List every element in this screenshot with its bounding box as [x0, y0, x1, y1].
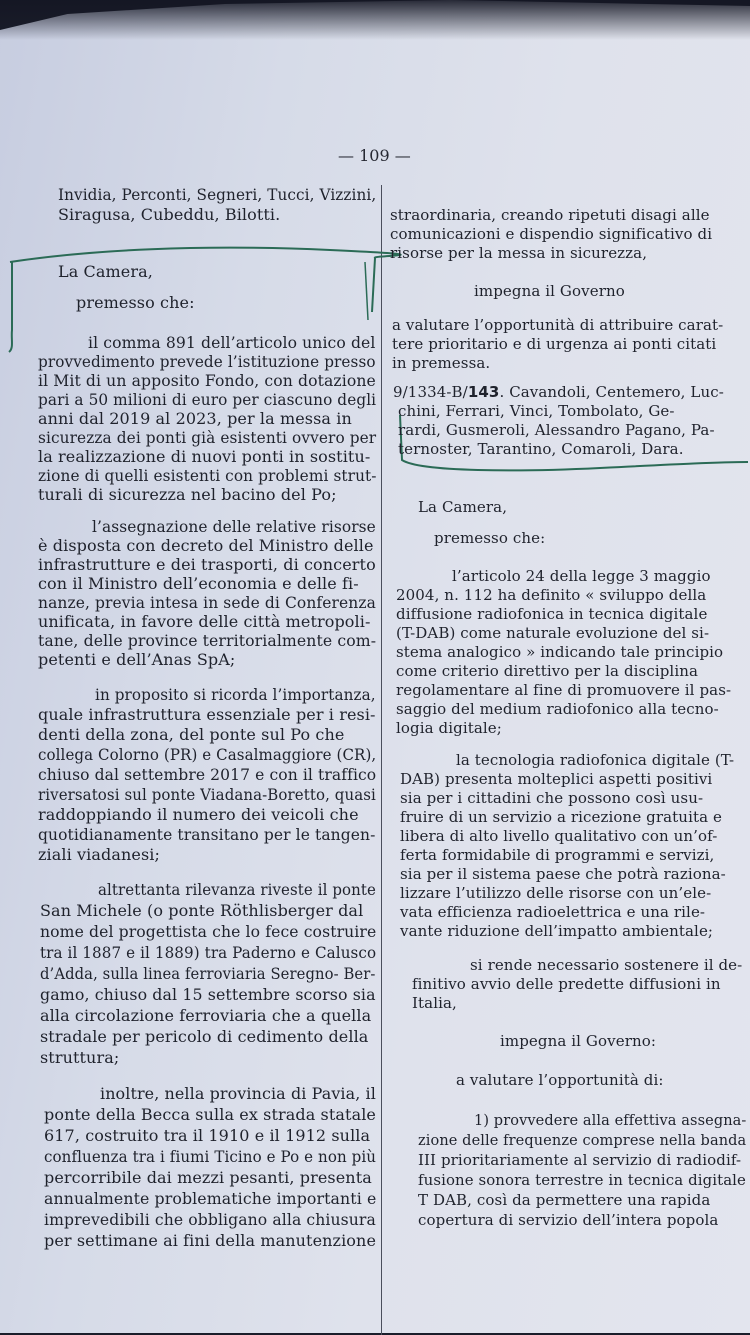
text-line: comunicazioni e dispendio significativo di	[390, 225, 713, 243]
text-line: si rende necessario sostenere il de-	[470, 956, 743, 974]
text-line: con il Ministro dell’economia e delle fi-	[38, 574, 359, 593]
text-line: l’articolo 24 della legge 3 maggio	[452, 567, 711, 585]
text-line: a valutare l’opportunità di attribuire carat-	[392, 316, 724, 334]
text-line: stradale per pericolo di cedimento della	[40, 1027, 369, 1046]
signatories-line: Siragusa, Cubeddu, Bilotti.	[58, 205, 281, 224]
text-line: ferta formidabile di programmi e servizi,	[400, 846, 715, 864]
text-line: denti della zona, del ponte sul Po che	[38, 725, 345, 744]
signatories-text: . Cavandoli, Centemero, Luc-	[499, 383, 724, 401]
operative-heading: impegna il Governo:	[500, 1032, 657, 1050]
text-line: 2004, n. 112 ha definito « sviluppo della	[396, 586, 707, 604]
text-line: Italia,	[412, 994, 457, 1012]
text-line: copertura di servizio dell’intera popola	[418, 1211, 719, 1229]
text-line: riversatosi sul ponte Viadana-Boretto, quasi	[38, 785, 376, 804]
motion-code: 9/1334-B/	[393, 383, 468, 401]
text-line: l’assegnazione delle relative risorse	[92, 517, 376, 536]
motion-reference-line	[393, 382, 724, 402]
text-line: confluenza tra i fiumi Ticino e Po e non più	[44, 1147, 377, 1166]
text-line: libera di alto livello qualitativo con un’of-	[400, 827, 718, 845]
page-number: — 109 —	[338, 146, 411, 165]
text-line: altrettanta rilevanza riveste il ponte	[98, 880, 376, 899]
text-line: 1) provvedere alla effettiva assegna-	[474, 1111, 747, 1129]
text-line: T DAB, così da permettere una rapida	[418, 1191, 711, 1209]
text-line: sia per i cittadini che possono così usu-	[400, 789, 704, 807]
text-line: annualmente problematiche importanti e	[44, 1189, 377, 1208]
text-line: percorribile dai mezzi pesanti, presenta	[44, 1168, 372, 1187]
text-line: come criterio direttivo per la disciplina	[396, 662, 699, 680]
preamble-heading: premesso che:	[434, 529, 546, 547]
text-line: finitivo avvio delle predette diffusioni in	[412, 975, 721, 993]
section-heading: La Camera,	[58, 262, 153, 281]
text-line: inoltre, nella provincia di Pavia, il	[100, 1084, 376, 1103]
text-line: III prioritariamente al servizio di radiodif-	[418, 1151, 742, 1169]
text-line: la tecnologia radiofonica digitale (T-	[456, 751, 735, 769]
text-line: straordinaria, creando ripetuti disagi alle	[390, 206, 710, 224]
column-divider	[381, 185, 382, 1335]
text-line: per settimane ai fini della manutenzione	[44, 1231, 377, 1250]
text-line: petenti e dell’Anas SpA;	[38, 650, 236, 669]
section-heading: La Camera,	[418, 498, 508, 516]
signatories-line: rardi, Gusmeroli, Alessandro Pagano, Pa-	[398, 421, 715, 439]
text-line: sia per il sistema paese che potrà raziona-	[400, 865, 726, 883]
text-line: provvedimento prevede l’istituzione presso	[38, 352, 376, 371]
text-line: anni dal 2019 al 2023, per la messa in	[38, 409, 352, 428]
text-line: sicurezza dei ponti già esistenti ovvero per	[38, 428, 377, 447]
text-line: 617, costruito tra il 1910 e il 1912 sulla	[44, 1126, 371, 1145]
text-line: regolamentare al fine di promuovere il pas-	[396, 681, 732, 699]
text-line: il comma 891 dell’articolo unico del	[88, 333, 376, 352]
text-line: tra il 1887 e il 1889) tra Paderno e Calusco	[40, 943, 377, 962]
text-line: alla circolazione ferroviaria che a quella	[40, 1006, 372, 1025]
text-line: a valutare l’opportunità di:	[456, 1071, 664, 1089]
text-line: in proposito si ricorda l’importanza,	[95, 685, 376, 704]
text-line: gamo, chiuso dal 15 settembre scorso sia	[40, 985, 376, 1004]
text-line: quale infrastruttura essenziale per i resi-	[38, 705, 376, 724]
text-line: è disposta con decreto del Ministro delle	[38, 536, 374, 555]
text-line: collega Colorno (PR) e Casalmaggiore (CR),	[38, 745, 377, 764]
text-line: nome del progettista che lo fece costruire	[40, 922, 377, 941]
text-line: imprevedibili che obbligano alla chiusura	[44, 1210, 376, 1229]
text-line: logia digitale;	[396, 719, 502, 737]
text-line: fusione sonora terrestre in tecnica digitale	[418, 1171, 746, 1189]
text-line: ziali viadanesi;	[38, 845, 160, 864]
text-line: (T-DAB) come naturale evoluzione del si-	[396, 624, 710, 642]
text-line: diffusione radiofonica in tecnica digitale	[396, 605, 708, 623]
text-line: unificata, in favore delle città metropoli-	[38, 612, 371, 631]
text-line: fruire di un servizio a ricezione gratuita e	[400, 808, 722, 826]
motion-number: 143	[467, 383, 500, 401]
text-line: struttura;	[40, 1048, 120, 1067]
text-line: zione delle frequenze comprese nella banda	[418, 1131, 747, 1149]
text-line: la realizzazione di nuovi ponti in sostitu-	[38, 447, 371, 466]
signatories-line: chini, Ferrari, Vinci, Tombolato, Ge-	[398, 402, 675, 420]
text-line: infrastrutture e dei trasporti, di concerto	[38, 555, 376, 574]
text-line: ponte della Becca sulla ex strada statale	[44, 1105, 376, 1124]
text-line: in premessa.	[392, 354, 491, 372]
signatories-line: ternoster, Tarantino, Comaroli, Dara.	[398, 440, 684, 458]
text-line: risorse per la messa in sicurezza,	[390, 244, 648, 262]
text-line: vata efficienza radioelettrica e una rile-	[400, 903, 706, 921]
text-line: DAB) presenta molteplici aspetti positivi	[400, 770, 713, 788]
text-line: pari a 50 milioni di euro per ciascuno degli	[38, 390, 377, 409]
text-line: il Mit di un apposito Fondo, con dotazione	[38, 371, 376, 390]
text-line: turali di sicurezza nel bacino del Po;	[38, 485, 337, 504]
text-line: tere prioritario e di urgenza ai ponti citati	[392, 335, 717, 353]
operative-heading: impegna il Governo	[474, 282, 625, 300]
text-line: stema analogico » indicando tale principio	[396, 643, 724, 661]
text-line: nanze, previa intesa in sede di Conferenza	[38, 593, 376, 612]
text-line: tane, delle province territorialmente com-	[38, 631, 377, 650]
text-line: saggio del medium radiofonico alla tecno-	[396, 700, 719, 718]
preamble-heading: premesso che:	[76, 293, 195, 312]
text-line: quotidianamente transitano per le tangen-	[38, 825, 376, 844]
signatories-line: Invidia, Perconti, Segneri, Tucci, Vizzini,	[58, 185, 377, 204]
text-line: vante riduzione dell’impatto ambientale;	[400, 922, 714, 940]
text-line: d’Adda, sulla linea ferroviaria Seregno- Ber-	[40, 964, 376, 983]
text-line: raddoppiando il numero dei veicoli che	[38, 805, 359, 824]
text-line: chiuso dal settembre 2017 e con il traffico	[38, 765, 377, 784]
text-line: zione di quelli esistenti con problemi strut-	[38, 466, 377, 485]
text-line: lizzare l’utilizzo delle risorse con un’ele-	[400, 884, 712, 902]
text-line: San Michele (o ponte Röthlisberger dal	[40, 901, 364, 920]
